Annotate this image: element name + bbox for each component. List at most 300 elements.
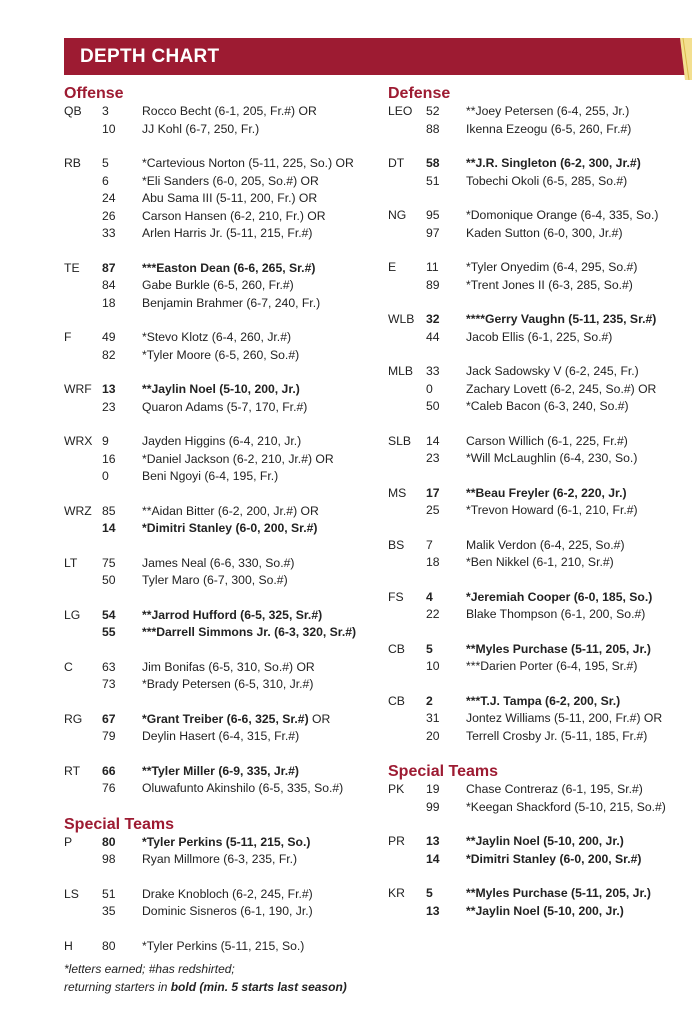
player-name-text: Oluwafunto Akinshilo (6-5, 335, So.#) bbox=[142, 781, 344, 795]
position-label bbox=[388, 277, 426, 295]
player-name bbox=[466, 398, 693, 416]
position-label: CB bbox=[388, 641, 405, 656]
player-row bbox=[388, 485, 693, 503]
position-group bbox=[388, 207, 693, 242]
jersey-number: 4 bbox=[426, 589, 433, 604]
position-label bbox=[64, 173, 102, 191]
player-name-text: Carson Willich (6-1, 225, Fr.#) bbox=[466, 433, 628, 448]
position-group bbox=[388, 781, 693, 816]
player-name-text: **Jaylin Noel (5-10, 200, Jr.) bbox=[466, 903, 624, 918]
player-row bbox=[64, 607, 384, 625]
player-name-text: *Stevo Klotz (6-4, 260, Jr.#) bbox=[142, 330, 292, 344]
defense-heading: Defense bbox=[388, 85, 451, 102]
player-row bbox=[388, 589, 693, 607]
player-name bbox=[466, 781, 693, 799]
player-name bbox=[142, 329, 384, 347]
player-name bbox=[142, 834, 384, 852]
player-name-text: Abu Sama III (5-11, 200, Fr.) OR bbox=[142, 191, 318, 205]
player-row bbox=[388, 606, 693, 624]
player-row bbox=[388, 207, 693, 225]
player-name bbox=[142, 225, 384, 243]
jersey-number: 9 bbox=[102, 434, 109, 448]
jersey-number: 49 bbox=[102, 330, 116, 344]
player-name-text: Dominic Sisneros (6-1, 190, Jr.) bbox=[142, 904, 313, 918]
player-name-text: *Eli Sanders (6-0, 205, So.#) OR bbox=[142, 173, 319, 188]
player-name bbox=[466, 207, 693, 225]
player-name bbox=[466, 381, 693, 399]
player-name-text: *Will McLaughlin (6-4, 230, So.) bbox=[466, 451, 638, 465]
player-row bbox=[64, 780, 384, 798]
position-group bbox=[64, 103, 384, 138]
player-name bbox=[466, 329, 693, 347]
player-name bbox=[466, 485, 693, 503]
player-row bbox=[388, 799, 693, 817]
jersey-number: 87 bbox=[102, 260, 116, 275]
position-label: RG bbox=[64, 711, 83, 726]
player-name bbox=[466, 259, 693, 277]
player-row bbox=[388, 225, 693, 243]
position-label: RT bbox=[64, 763, 81, 778]
position-label: PK bbox=[388, 782, 405, 796]
player-name bbox=[142, 173, 384, 191]
player-row bbox=[64, 399, 384, 417]
offense-list bbox=[64, 103, 384, 798]
player-row bbox=[388, 693, 693, 711]
position-group bbox=[388, 589, 693, 624]
special-teams-list-right bbox=[388, 781, 693, 920]
position-group bbox=[64, 886, 384, 921]
player-row bbox=[64, 851, 384, 869]
position-group bbox=[388, 103, 693, 138]
player-name-text: ****Gerry Vaughn (5-11, 235, Sr.#) bbox=[466, 312, 657, 326]
position-label: WRZ bbox=[64, 503, 92, 518]
player-row bbox=[388, 329, 693, 347]
footnote-line-2-bold: bold (min. 5 starts last season) bbox=[170, 980, 347, 994]
jersey-number: 18 bbox=[102, 295, 116, 310]
position-group bbox=[388, 885, 693, 920]
position-label: H bbox=[64, 938, 73, 953]
player-name-text: *Daniel Jackson (6-2, 210, Jr.#) OR bbox=[142, 451, 334, 466]
player-name-text: **Jaylin Noel (5-10, 200, Jr.) bbox=[142, 382, 300, 396]
jersey-number: 25 bbox=[426, 503, 440, 517]
jersey-number: 23 bbox=[426, 451, 440, 465]
player-row bbox=[64, 451, 384, 469]
jersey-number: 97 bbox=[426, 225, 440, 240]
position-label bbox=[388, 903, 426, 921]
player-row bbox=[64, 624, 384, 642]
jersey-number: 24 bbox=[102, 191, 116, 205]
jersey-number: 95 bbox=[426, 208, 440, 222]
player-name bbox=[142, 676, 384, 694]
jersey-number: 13 bbox=[426, 903, 440, 918]
player-row bbox=[388, 781, 693, 799]
special-teams-heading-right: Special Teams bbox=[388, 763, 498, 780]
jersey-number: 98 bbox=[102, 852, 116, 866]
player-name-text: Tobechi Okoli (6-5, 285, So.#) bbox=[466, 173, 628, 188]
position-label bbox=[64, 208, 102, 226]
player-name-text: *Tyler Perkins (5-11, 215, So.) bbox=[142, 938, 305, 953]
player-name bbox=[466, 641, 693, 659]
jersey-number: 18 bbox=[426, 555, 440, 569]
player-name bbox=[466, 589, 693, 607]
position-label bbox=[388, 799, 426, 817]
player-name-text: Tyler Maro (6-7, 300, So.#) bbox=[142, 573, 288, 587]
jersey-number: 19 bbox=[426, 782, 440, 796]
player-name-text: *Tyler Moore (6-5, 260, So.#) bbox=[142, 347, 300, 362]
player-name-text: Jayden Higgins (6-4, 210, Jr.) bbox=[142, 434, 302, 448]
jersey-number: 23 bbox=[102, 399, 116, 414]
player-name-text: ***Easton Dean (6-6, 265, Sr.#) bbox=[142, 260, 316, 275]
player-row bbox=[388, 885, 693, 903]
player-row bbox=[64, 938, 384, 956]
player-row bbox=[388, 433, 693, 451]
player-name bbox=[142, 903, 384, 921]
position-label: LG bbox=[64, 607, 81, 622]
player-name bbox=[142, 886, 384, 904]
player-name-text: *Domonique Orange (6-4, 335, So.) bbox=[466, 208, 659, 222]
player-name-text: ***Darien Porter (6-4, 195, Sr.#) bbox=[466, 659, 638, 673]
jersey-number: 66 bbox=[102, 763, 116, 778]
jersey-number: 3 bbox=[102, 104, 109, 118]
position-label: LEO bbox=[388, 104, 413, 118]
player-name bbox=[466, 103, 693, 121]
player-name-text: Ryan Millmore (6-3, 235, Fr.) bbox=[142, 852, 298, 866]
player-name bbox=[466, 121, 693, 139]
position-label bbox=[388, 329, 426, 347]
player-row bbox=[64, 834, 384, 852]
player-name bbox=[142, 711, 384, 729]
jersey-number: 50 bbox=[426, 399, 440, 413]
jersey-number: 14 bbox=[426, 851, 440, 866]
jersey-number: 2 bbox=[426, 693, 433, 708]
jersey-number: 80 bbox=[102, 834, 116, 849]
player-name-text: **Beau Freyler (6-2, 220, Jr.) bbox=[466, 485, 627, 500]
jersey-number: 82 bbox=[102, 347, 116, 362]
jersey-number: 17 bbox=[426, 485, 440, 500]
position-group bbox=[64, 763, 384, 798]
player-name bbox=[466, 433, 693, 451]
player-name-text: *Dimitri Stanley (6-0, 200, Sr.#) bbox=[466, 851, 642, 866]
position-label bbox=[64, 676, 102, 694]
page-edge-decoration bbox=[680, 38, 692, 80]
player-name bbox=[466, 225, 693, 243]
position-label bbox=[64, 780, 102, 798]
player-name bbox=[142, 121, 384, 139]
player-name bbox=[142, 780, 384, 798]
player-name bbox=[142, 451, 384, 469]
player-name bbox=[142, 503, 384, 521]
player-row bbox=[64, 572, 384, 590]
jersey-number: 55 bbox=[102, 625, 116, 639]
player-name-text: Zachary Lovett (6-2, 245, So.#) OR bbox=[466, 381, 657, 396]
position-label: NG bbox=[388, 208, 407, 222]
position-label: C bbox=[64, 659, 73, 674]
position-label bbox=[64, 851, 102, 869]
jersey-number: 7 bbox=[426, 537, 433, 552]
player-row bbox=[64, 208, 384, 226]
position-label: WRF bbox=[64, 382, 92, 396]
player-name-text: Chase Contreraz (6-1, 195, Sr.#) bbox=[466, 782, 643, 796]
player-row bbox=[64, 295, 384, 313]
position-label bbox=[388, 173, 426, 191]
player-name bbox=[466, 173, 693, 191]
position-group bbox=[64, 607, 384, 642]
position-group bbox=[388, 641, 693, 676]
position-label: CB bbox=[388, 693, 405, 708]
player-name bbox=[142, 433, 384, 451]
jersey-number: 50 bbox=[102, 573, 116, 587]
player-row bbox=[388, 641, 693, 659]
player-name-text: *Cartevious Norton (5-11, 225, So.) OR bbox=[142, 156, 354, 170]
player-row bbox=[64, 173, 384, 191]
player-name bbox=[142, 572, 384, 590]
position-label bbox=[64, 728, 102, 746]
player-row bbox=[64, 260, 384, 278]
jersey-number: 76 bbox=[102, 781, 116, 795]
position-label bbox=[64, 903, 102, 921]
position-group bbox=[388, 259, 693, 294]
player-name-text: *Tyler Onyedim (6-4, 295, So.#) bbox=[466, 260, 638, 274]
player-row bbox=[64, 763, 384, 781]
player-row bbox=[64, 886, 384, 904]
position-group bbox=[64, 329, 384, 364]
player-name bbox=[466, 903, 693, 921]
player-row bbox=[64, 433, 384, 451]
jersey-number: 10 bbox=[426, 659, 440, 673]
position-label bbox=[64, 277, 102, 295]
jersey-number: 32 bbox=[426, 312, 440, 326]
position-group bbox=[64, 711, 384, 746]
player-name bbox=[142, 728, 384, 746]
player-row bbox=[388, 155, 693, 173]
player-name bbox=[142, 555, 384, 573]
player-row bbox=[388, 658, 693, 676]
jersey-number: 26 bbox=[102, 208, 116, 223]
position-label: FS bbox=[388, 589, 404, 604]
position-group bbox=[64, 938, 384, 956]
offense-heading: Offense bbox=[64, 85, 124, 102]
position-label: MLB bbox=[388, 364, 414, 378]
player-name bbox=[466, 885, 693, 903]
jersey-number: 31 bbox=[426, 711, 440, 725]
player-row bbox=[64, 676, 384, 694]
player-name-text: Jack Sadowsky V (6-2, 245, Fr.) bbox=[466, 364, 639, 378]
position-label bbox=[388, 225, 426, 243]
player-name-text: *Caleb Bacon (6-3, 240, So.#) bbox=[466, 399, 629, 413]
player-row bbox=[388, 311, 693, 329]
position-group bbox=[64, 555, 384, 590]
position-label bbox=[64, 624, 102, 642]
position-group bbox=[388, 311, 693, 346]
position-label bbox=[64, 225, 102, 243]
player-name-text: **Aidan Bitter (6-2, 200, Jr.#) OR bbox=[142, 503, 319, 518]
player-row bbox=[388, 121, 693, 139]
left-column bbox=[64, 84, 384, 972]
position-group bbox=[64, 834, 384, 869]
player-row bbox=[388, 833, 693, 851]
jersey-number: 44 bbox=[426, 329, 440, 344]
player-row bbox=[388, 259, 693, 277]
player-name bbox=[142, 520, 384, 538]
player-row bbox=[64, 329, 384, 347]
player-name-text: Arlen Harris Jr. (5-11, 215, Fr.#) bbox=[142, 226, 313, 240]
special-teams-heading-left: Special Teams bbox=[64, 815, 174, 833]
player-name bbox=[142, 851, 384, 869]
player-name bbox=[466, 693, 693, 711]
right-column bbox=[388, 84, 693, 937]
position-group bbox=[388, 485, 693, 520]
player-row bbox=[64, 520, 384, 538]
position-label bbox=[64, 468, 102, 486]
player-row bbox=[64, 555, 384, 573]
player-name bbox=[466, 277, 693, 295]
player-name-text: Deylin Hasert (6-4, 315, Fr.#) bbox=[142, 729, 300, 743]
player-name bbox=[466, 554, 693, 572]
position-label: SLB bbox=[388, 433, 412, 448]
player-name bbox=[142, 260, 384, 278]
jersey-number: 33 bbox=[102, 226, 116, 240]
position-label: DT bbox=[388, 156, 405, 170]
player-row bbox=[64, 903, 384, 921]
position-label bbox=[64, 121, 102, 139]
jersey-number: 5 bbox=[102, 156, 109, 170]
player-name-text: *Trent Jones II (6-3, 285, So.#) bbox=[466, 277, 633, 292]
player-row bbox=[64, 103, 384, 121]
player-name-text: **Tyler Miller (6-9, 335, Jr.#) bbox=[142, 763, 299, 778]
jersey-number: 58 bbox=[426, 156, 440, 170]
player-name-text: Drake Knobloch (6-2, 245, Fr.#) bbox=[142, 886, 313, 901]
position-group bbox=[64, 260, 384, 313]
player-row bbox=[64, 468, 384, 486]
player-row bbox=[64, 381, 384, 399]
player-name bbox=[466, 728, 693, 746]
position-group bbox=[64, 433, 384, 486]
position-label bbox=[388, 121, 426, 139]
player-row bbox=[388, 554, 693, 572]
player-row bbox=[64, 347, 384, 365]
player-name bbox=[466, 155, 693, 173]
player-name bbox=[466, 851, 693, 869]
position-group bbox=[64, 155, 384, 243]
position-label: QB bbox=[64, 104, 82, 118]
player-row bbox=[388, 277, 693, 295]
player-row bbox=[64, 225, 384, 243]
position-label: WRX bbox=[64, 434, 93, 448]
player-row bbox=[64, 659, 384, 677]
player-row bbox=[388, 103, 693, 121]
jersey-number: 5 bbox=[426, 886, 433, 900]
player-row bbox=[64, 121, 384, 139]
player-name bbox=[466, 799, 693, 817]
position-label bbox=[64, 451, 102, 469]
position-label: RB bbox=[64, 156, 81, 170]
player-name-text: Blake Thompson (6-1, 200, So.#) bbox=[466, 607, 646, 621]
position-label bbox=[388, 851, 426, 869]
special-teams-list-left bbox=[64, 834, 384, 956]
player-name bbox=[466, 658, 693, 676]
jersey-number: 84 bbox=[102, 278, 116, 292]
jersey-number: 51 bbox=[102, 886, 116, 901]
player-name bbox=[142, 381, 384, 399]
position-group bbox=[388, 155, 693, 190]
jersey-number: 6 bbox=[102, 173, 109, 188]
position-label: LT bbox=[64, 555, 78, 570]
or-suffix: OR bbox=[308, 711, 331, 726]
player-name bbox=[142, 938, 384, 956]
footnote bbox=[64, 960, 347, 996]
player-name-text: Rocco Becht (6-1, 205, Fr.#) OR bbox=[142, 104, 317, 118]
player-row bbox=[388, 363, 693, 381]
position-label bbox=[388, 710, 426, 728]
player-name bbox=[142, 607, 384, 625]
jersey-number: 22 bbox=[426, 607, 440, 621]
player-name-text: JJ Kohl (6-7, 250, Fr.) bbox=[142, 121, 260, 136]
page-title-banner bbox=[64, 38, 691, 75]
player-name bbox=[466, 537, 693, 555]
player-row bbox=[388, 398, 693, 416]
position-group bbox=[64, 659, 384, 694]
player-row bbox=[64, 190, 384, 208]
player-name-text: *Jeremiah Cooper (6-0, 185, So.) bbox=[466, 589, 653, 604]
player-name-text: Beni Ngoyi (6-4, 195, Fr.) bbox=[142, 469, 279, 483]
player-name-text: *Brady Petersen (6-5, 310, Jr.#) bbox=[142, 677, 314, 691]
player-name bbox=[142, 468, 384, 486]
position-group bbox=[388, 537, 693, 572]
position-label: KR bbox=[388, 886, 405, 900]
jersey-number: 35 bbox=[102, 904, 116, 918]
player-name bbox=[466, 606, 693, 624]
jersey-number: 0 bbox=[426, 381, 433, 396]
jersey-number: 75 bbox=[102, 555, 116, 570]
jersey-number: 20 bbox=[426, 728, 440, 743]
player-name-text: Jontez Williams (5-11, 200, Fr.#) OR bbox=[466, 711, 663, 725]
player-row bbox=[64, 728, 384, 746]
player-row bbox=[388, 710, 693, 728]
player-name-text: Benjamin Brahmer (6-7, 240, Fr.) bbox=[142, 295, 321, 310]
footnote-line-2 bbox=[64, 978, 347, 996]
player-name-text: *Trevon Howard (6-1, 210, Fr.#) bbox=[466, 503, 638, 517]
player-name bbox=[466, 311, 693, 329]
position-label: PR bbox=[388, 834, 405, 848]
player-name-text: **Myles Purchase (5-11, 205, Jr.) bbox=[466, 641, 651, 656]
player-name-text: Malik Verdon (6-4, 225, So.#) bbox=[466, 537, 625, 552]
position-group bbox=[388, 363, 693, 416]
player-name bbox=[142, 347, 384, 365]
player-row bbox=[388, 173, 693, 191]
player-name-text: **Jarrod Hufford (6-5, 325, Sr.#) bbox=[142, 607, 323, 622]
player-name bbox=[142, 208, 384, 226]
player-name-text: Gabe Burkle (6-5, 260, Fr.#) bbox=[142, 278, 294, 292]
jersey-number: 13 bbox=[426, 834, 440, 848]
position-label bbox=[388, 502, 426, 520]
jersey-number: 73 bbox=[102, 677, 116, 691]
player-row bbox=[388, 728, 693, 746]
jersey-number: 88 bbox=[426, 121, 440, 136]
player-row bbox=[388, 381, 693, 399]
jersey-number: 63 bbox=[102, 659, 116, 674]
position-label bbox=[64, 572, 102, 590]
player-name-text: *Ben Nikkel (6-1, 210, Sr.#) bbox=[466, 555, 614, 569]
player-name bbox=[466, 450, 693, 468]
position-label bbox=[64, 399, 102, 417]
jersey-number: 51 bbox=[426, 173, 440, 188]
player-name-text: Jim Bonifas (6-5, 310, So.#) OR bbox=[142, 659, 315, 674]
jersey-number: 11 bbox=[426, 260, 439, 274]
player-name-text: *Tyler Perkins (5-11, 215, So.) bbox=[142, 834, 311, 849]
player-name bbox=[142, 763, 384, 781]
player-row bbox=[64, 711, 384, 729]
position-group bbox=[64, 381, 384, 416]
